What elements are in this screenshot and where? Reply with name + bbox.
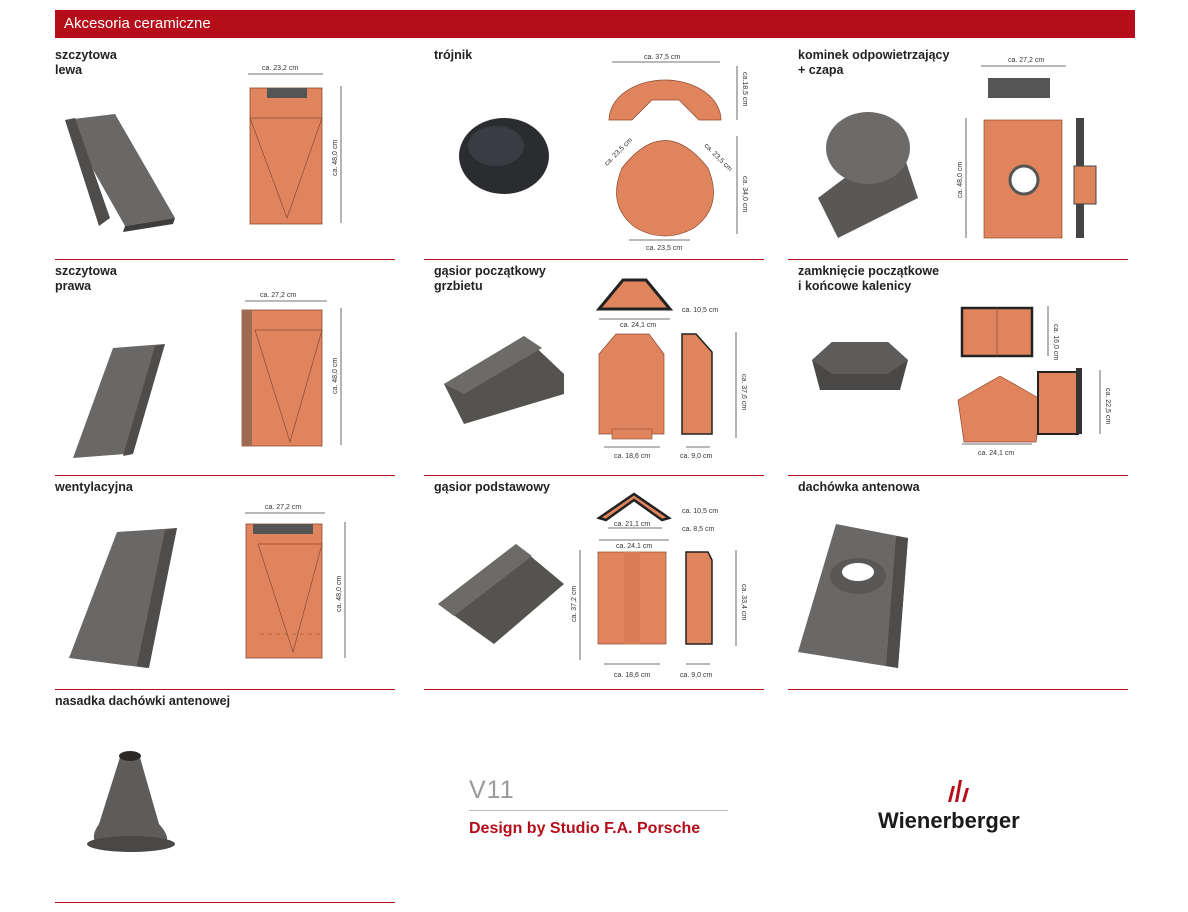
product-name: dachówka antenowa	[798, 480, 920, 494]
dim-label: ca. 23,5 cm	[603, 136, 635, 168]
dim-label: ca. 48,0 cm	[336, 575, 343, 612]
divider	[424, 259, 764, 260]
dim-label: ca. 10,5 cm	[682, 307, 719, 314]
product-cell-trojnik	[424, 48, 764, 260]
product-name: gąsior podstawowy	[434, 480, 550, 494]
product-name: gąsior początkowy grzbietu	[434, 264, 546, 293]
product-name: trójnik	[434, 48, 473, 62]
product-name: szczytowa prawa	[55, 264, 117, 293]
dim-label: ca. 22,5 cm	[1104, 388, 1111, 425]
dim-label: ca. 18,6 cm	[614, 672, 651, 679]
product-cell-dachowka-antenowa	[788, 480, 1128, 690]
divider	[788, 689, 1128, 690]
divider	[55, 475, 395, 476]
product-cell-kominek	[788, 48, 1128, 260]
product-name: zamknięcie początkowe i końcowe kalenicy	[798, 264, 940, 293]
design-credit: Design by Studio F.A. Porsche	[469, 820, 701, 837]
dim-label: ca. 34,0 cm	[741, 176, 748, 213]
dim-label: ca. 27,2 cm	[260, 292, 297, 299]
product-illustration	[424, 264, 764, 476]
product-illustration	[788, 480, 1128, 690]
wienerberger-logo-icon	[944, 776, 974, 806]
dim-label: ca. 24,1 cm	[616, 543, 653, 550]
dim-label: ca. 48,0 cm	[957, 161, 964, 198]
product-illustration	[424, 48, 764, 260]
product-cell-szczytowa-lewa	[55, 48, 395, 260]
divider	[55, 902, 395, 903]
product-cell-zamkniecie	[788, 264, 1128, 476]
product-cell-wentylacyjna	[55, 480, 395, 690]
section-header	[55, 10, 1135, 38]
dim-label: ca. 23,5 cm	[702, 142, 734, 174]
divider	[424, 689, 764, 690]
dim-label: ca. 48,0 cm	[332, 357, 339, 394]
section-title: Akcesoria ceramiczne	[64, 15, 211, 32]
dim-label: ca. 18,6 cm	[614, 453, 651, 460]
version-label: V11	[469, 776, 515, 804]
dim-label: ca. 24,1 cm	[620, 322, 657, 329]
product-illustration	[55, 480, 395, 690]
dim-label: ca. 23,5 cm	[646, 245, 683, 252]
product-cell-nasadka	[55, 694, 395, 904]
dim-label: ca. 33,4 cm	[740, 584, 747, 621]
dim-label: ca. 48,0 cm	[332, 139, 339, 176]
dim-label: ca. 10,5 cm	[682, 508, 719, 515]
product-illustration	[55, 264, 395, 476]
product-cell-gasior-podstawowy	[424, 480, 764, 690]
dim-label: ca. 37,5 cm	[644, 54, 681, 61]
divider	[55, 689, 395, 690]
product-illustration	[788, 48, 1128, 260]
dim-label: ca. 37,2 cm	[571, 585, 578, 622]
product-name: kominek odpowietrzający + czapa	[798, 48, 950, 77]
dim-label: ca. 23,2 cm	[262, 65, 299, 72]
product-name: wentylacyjna	[55, 480, 133, 494]
dim-label: ca. 8,5 cm	[682, 526, 715, 533]
dim-label: ca. 9,0 cm	[680, 453, 713, 460]
product-cell-szczytowa-prawa	[55, 264, 395, 476]
product-name: nasadka dachówki antenowej	[55, 694, 231, 708]
product-illustration	[55, 694, 395, 904]
divider	[469, 810, 728, 811]
dim-label: ca.18,5 cm	[741, 72, 748, 107]
dim-label: ca. 24,1 cm	[978, 450, 1015, 457]
brand-name: Wienerberger	[878, 808, 1020, 833]
product-cell-gasior-poczatkowy	[424, 264, 764, 476]
dim-label: ca. 27,2 cm	[1008, 57, 1045, 64]
divider	[424, 475, 764, 476]
divider	[55, 259, 395, 260]
product-illustration	[55, 48, 395, 260]
dim-label: ca. 9,0 cm	[680, 672, 713, 679]
divider	[788, 259, 1128, 260]
product-illustration	[424, 480, 764, 690]
dim-label: ca. 21,1 cm	[614, 521, 651, 528]
dim-label: ca. 27,2 cm	[265, 504, 302, 511]
product-illustration	[788, 264, 1128, 476]
dim-label: ca. 16,0 cm	[1052, 324, 1059, 361]
dim-label: ca. 37,6 cm	[740, 374, 747, 411]
divider	[788, 475, 1128, 476]
product-name: szczytowa lewa	[55, 48, 117, 77]
